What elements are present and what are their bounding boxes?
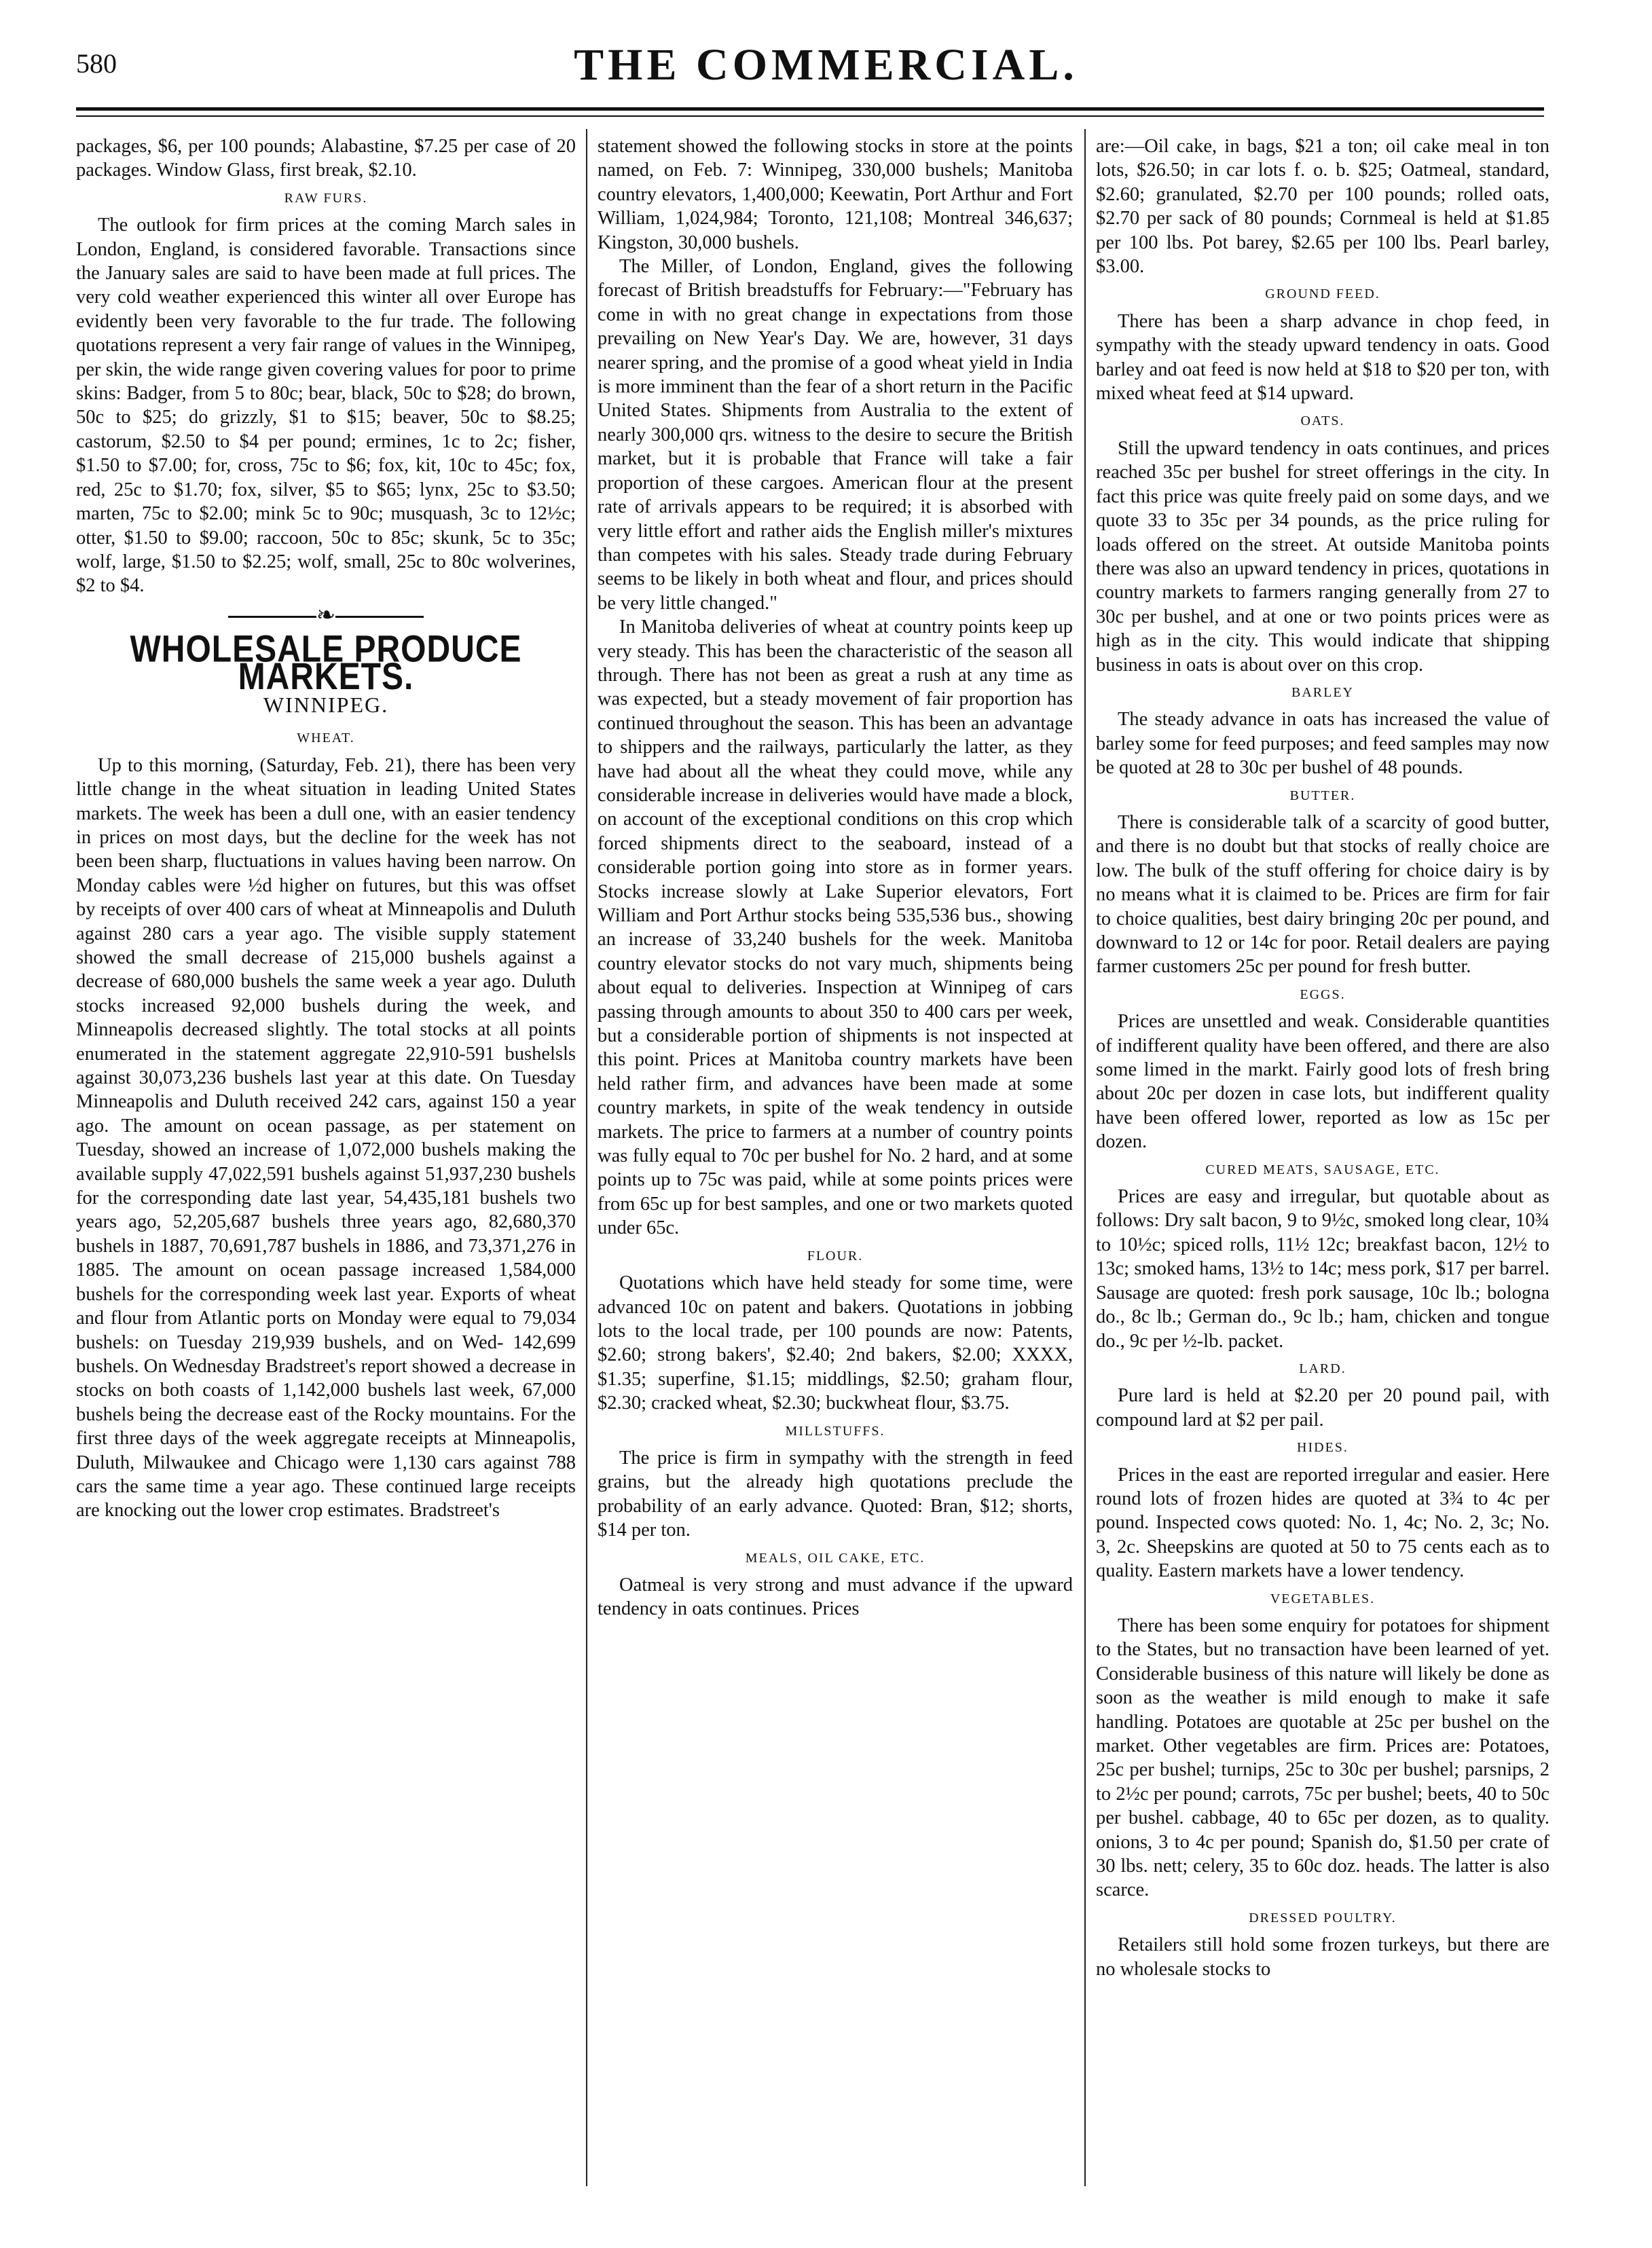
paragraph: Still the upward tendency in oats continues, and prices reached 35c per bushel for street offerings in the city. In fact this price was quite freely paid on some days, and we quote 33 to 35c per 34 pounds, as the price ruling for loads offered on the street. At outside Manitoba points there was also an upward tendency in prices, quotations in country markets to farmers ranging generally from 27 to 30c per bushel, and at one or two points prices were as high as in the city. This would indicate that shipping business in oats is about over on this crop. <box>1096 437 1549 676</box>
section-heading-hides: HIDES. <box>1297 1440 1348 1456</box>
masthead-rule-thin <box>76 115 1544 117</box>
column-divider-1 <box>586 129 587 2186</box>
section-heading-cured-meats: CURED MEATS, SAUSAGE, ETC. <box>1205 1162 1440 1177</box>
masthead-title: THE COMMERCIAL. <box>574 40 1078 90</box>
column-divider-2 <box>1084 129 1086 2186</box>
column-1 <box>76 134 576 2178</box>
paragraph: Prices in the east are reported irregular and easier. Here round lots of frozen hides are quoted at 3¾ to 4c per pound. Inspected cows quoted: No. 1, 4c; No. 2, 3c; No. 3, 2c. Sheepskins are quoted at 50 to 75 cents each as to quality. Eastern markets have a lower tendency. <box>1096 1464 1549 1582</box>
paragraph: Up to this morning, (Saturday, Feb. 21), there has been very little change in the wheat situation in leading United States markets. The week has been a dull one, with an easier tendency in prices on most days, but the decline for the week has not been been sharp, fluctuations in values having been narrow. On Monday cables were ½d higher on futures, but this was offset by receipts of over 400 cars of wheat at Minneapolis and Duluth against 280 cars a year ago. The visible supply statement showed the small decrease of 215,000 bushels against a decrease of 680,000 bushels the same week a year ago. Duluth stocks increased 92,000 bushels during the week, and Minneapolis decreased slightly. The total stocks at all points enumerated in the statement aggregate 22,910-591 bushelsls against 30,073,236 bushels last year at this date. On Tuesday Minneapolis and Duluth received 242 cars, against 150 a year ago. The amount on ocean passage, as per statement on Tuesday, showed an increase of 1,072,000 bushels making the available supply 47,022,591 bushels against 51,937,230 bushels for the corresponding date last year, 54,435,181 bushels two years ago, 52,205,687 bushels three years ago, 82,680,370 bushels in 1887, 70,691,787 bushels in 1886, and 73,371,276 in 1885. The amount on ocean passage increased 1,584,000 bushels for the corresponding week last year. Exports of wheat and flour from Atlantic ports on Monday were equal to 79,034 bushels: on Tuesday 219,939 bushels, and on Wed- 142,699 bushels. On Wednesday Bradstreet's report showed a decrease in stocks on both coasts of 1,142,000 bushels last week, 67,000 bushels being the decrease east of the Rocky mountains. For the first three days of the week aggregate receipts at Minneapolis, Duluth, Milwaukee and Chicago were 1,130 cars against 788 cars the same time a year ago. These continued large receipts are knocking out the lower crop estimates. Bradstreet's <box>76 754 576 1522</box>
paragraph: There has been a sharp advance in chop feed, in sympathy with the steady upward tendency in oats. Good barley and oat feed is now held at $18 to $20 per ton, with mixed wheat feed at $14 upward. <box>1096 310 1549 405</box>
section-heading-butter: BUTTER. <box>1289 788 1356 803</box>
section-heading-wheat: WHEAT. <box>297 731 355 746</box>
section-heading-lard: LARD. <box>1299 1361 1346 1376</box>
section-heading-barley: BARLEY <box>1291 684 1354 700</box>
paragraph: packages, $6, per 100 pounds; Alabastine, $7.25 per case of 20 packages. Window Glass, first break, $2.10. <box>76 136 576 181</box>
city-heading: WINNIPEG. <box>263 692 389 717</box>
paragraph: There is considerable talk of a scarcity of good butter, and there is no doubt but that stocks of really choice are low. The bulk of the stuff offering for choice dairy is by no means what it is claimed to be. Prices are firm for fair to choice qualities, best dairy bringing 20c per pound, and downward to 12 or 14c for poor. Retail dealers are paying farmer customers 25c per pound for fresh butter. <box>1096 811 1549 978</box>
paragraph: Prices are easy and irregular, but quotable about as follows: Dry salt bacon, 9 to 9½c, smoked long clear, 10¾ to 10½c; spiced rolls, 11½ 12c; breakfast bacon, 12½ to 13c; smoked hams, 13½ to 14c; mess pork, $17 per barrel. Sausage are quoted: fresh pork sausage, 10c lb.; bologna do., 8c lb.; German do., 9c lb.; ham, chicken and tongue do., 9c per ½-lb. packet. <box>1096 1186 1549 1352</box>
masthead-rule-thick <box>76 107 1544 111</box>
page-number: 580 <box>76 48 117 79</box>
main-heading: WHOLESALE PRODUCE MARKETS. <box>130 629 522 699</box>
section-heading-oats: OATS. <box>1300 413 1345 429</box>
paragraph: Prices are unsettled and weak. Considerable quantities of indifferent quality have been offered, and there are also some limed in the markt. Fairly good lots of fresh bring about 20c per dozen in case lots, but indifferent quality have been offered lower, reported as low as 15c per dozen. <box>1096 1011 1549 1153</box>
section-heading-dressed-poultry: DRESSED POULTRY. <box>1249 1910 1397 1925</box>
paragraph: The steady advance in oats has increased the value of barley some for feed purposes; and feed samples may now be quoted at 28 to 30c per bushel of 48 pounds. <box>1096 709 1549 779</box>
paragraph: In Manitoba deliveries of wheat at country points keep up very steady. This has been the characteristic of the season all through. There has not been as great a rush at any time as was expected, but a steady movement of fair proportion has continued throughout the season. This has been an advantage to shippers and the railways, particularly the latter, as they have had about all the wheat they could move, while any considerable increase in deliveries would have made a block, on account of the exceptional conditions on this crop which forced shipments direct to the seaboard, instead of a considerable portion going into store as in former years. Stocks increase slowly at Lake Superior elevators, Fort William and Port Arthur stocks being 535,536 bus., showing an increase of 33,240 bushels for the week. Manitoba country elevator stocks do not vary much, shipments being about equal to deliveries. Inspection at Winnipeg of cars passing through amounts to about 350 to 400 cars per week, but a considerable portion of shipments is not inspected at this point. Prices at Manitoba country markets have been held rather firm, and advances have been made at some country markets, in spite of the weak tendency in outside markets. The price to farmers at a number of country points was fully equal to 70c per bushel for No. 2 hard, and at some points up to 75c was paid, while at some points prices were from 65c up for best samples, and one or two markets quoted under 65c. <box>598 616 1073 1239</box>
paragraph: The price is firm in sympathy with the strength in feed grains, but the already high quotations preclude the probability of an early advance. Quoted: Bran, $12; shorts, $14 per ton. <box>598 1447 1073 1541</box>
paragraph: There has been some enquiry for potatoes for shipment to the States, but no transaction have been learned of yet. Considerable business of this nature will likely be done as soon as the weather is mild enough to make it safe handling. Potatoes are quotable at 25c per bushel on the market. Other vegetables are firm. Prices are: Potatoes, 25c per bushel; turnips, 25c to 30c per bushel; parsnips, 2 to 2½c per pound; carrots, 75c per bushel; beets, 40 to 50c per bushel. cabbage, 40 to 65c per dozen, as to quality. onions, 3 to 4c per pound; Spanish do, $1.50 per crate of 30 lbs. nett; celery, 35 to 60c doz. heads. The latter is also scarce. <box>1096 1615 1549 1901</box>
column-3 <box>1096 134 1549 2178</box>
section-heading-raw-furs: RAW FURS. <box>284 190 368 206</box>
ornament-divider: ❧ <box>76 604 576 627</box>
paragraph: Quotations which have held steady for some time, were advanced 10c on patent and bakers. Quotations in jobbing lots to the local trade, per 100 pounds are now: Patents, $2.60; strong bakers', $2.40; 2nd bakers, $2.00; XXXX, $1.35; superfine, $1.15; middlings, $2.50; graham flour, $2.30; cracked wheat, $2.30; buckwheat flour, $3.75. <box>598 1272 1073 1414</box>
paragraph: are:—Oil cake, in bags, $21 a ton; oil cake meal in ton lots, $26.50; in car lots f. o. b. $25; Oatmeal, standard, $2.60; granulated, $2.70 per 100 pounds; rolled oats, $2.70 per sack of 80 pounds; Cornmeal is held at $1.85 per 100 lbs. Pot barey, $2.65 per 100 lbs. Pearl barley, $3.00. <box>1096 136 1549 278</box>
paragraph: The outlook for firm prices at the coming March sales in London, England, is considered favorable. Transactions since the January sales are said to have been made at full prices. The very cold weather experienced this winter all over Europe has evidently been very favorable to the fur trade. The following quotations represent a very fair range of values in the Winnipeg, per skin, the wide range given covering values for poor to prime skins: Badger, from 5 to 80c; bear, black, 50c to $28; do brown, 50c to $25; do grizzly, $1 to $15; beaver, 50c to $8.25; castorum, $2.50 to $4 per pound; ermines, 1c to 2c; fisher, $1.50 to $7.00; for, cross, 75c to $6; fox, kit, 10c to 45c; fox, red, 25c to $1.70; fox, silver, $5 to $65; lynx, 25c to $3.50; marten, 75c to $2.00; mink 5c to 90c; musquash, 3c to 12½c; otter, $1.50 to $9.00; raccoon, 50c to 85c; skunk, 5c to 35c; wolf, large, $1.50 to $2.25; wolf, small, 25c to 80c wolverines, $2 to $4. <box>76 215 576 597</box>
section-heading-meals: MEALS, OIL CAKE, ETC. <box>745 1550 925 1566</box>
paragraph: Retailers still hold some frozen turkeys, but there are no wholesale stocks to <box>1096 1934 1549 1980</box>
paragraph: Oatmeal is very strong and must advance if the upward tendency in oats continues. Prices <box>598 1574 1073 1620</box>
section-heading-flour: FLOUR. <box>807 1248 864 1264</box>
section-heading-millstuffs: MILLSTUFFS. <box>785 1423 885 1439</box>
paragraph: The Miller, of London, England, gives the following forecast of British breadstuffs for February:—"February has come in with no great change in expectations from those prevailing on New Year's Day. We are, however, 31 days nearer spring, and the promise of a good wheat yield in India is more imminent than the fear of a short return in the Pacific United States. Shipments from Australia to the extent of nearly 300,000 qrs. witness to the desire to secure the British market, but it is probable that France will take a fair proportion of these cargoes. American flour at the present rate of arrivals appears to be required; it is absorbed with very little effort and rather aids the English miller's mixtures than competes with his sales. Steady trade during February seems to be likely in both wheat and flour, and prices should be very little changed." <box>598 256 1073 614</box>
section-heading-eggs: EGGS. <box>1300 987 1346 1002</box>
column-2 <box>598 134 1073 2178</box>
section-heading-vegetables: VEGETABLES. <box>1270 1591 1376 1606</box>
paragraph: Pure lard is held at $2.20 per 20 pound pail, with compound lard at $2 per pail. <box>1096 1385 1549 1431</box>
section-heading-ground-feed: GROUND FEED. <box>1265 287 1380 302</box>
paragraph: statement showed the following stocks in store at the points named, on Feb. 7: Winnipeg, 330,000 bushels; Manitoba country elevators, 1,400,000; Keewatin, Port Arthur and Fort William, 1,024,984; Toronto, 121,108; Montreal 346,637; Kingston, 30,000 bushels. <box>598 136 1073 253</box>
